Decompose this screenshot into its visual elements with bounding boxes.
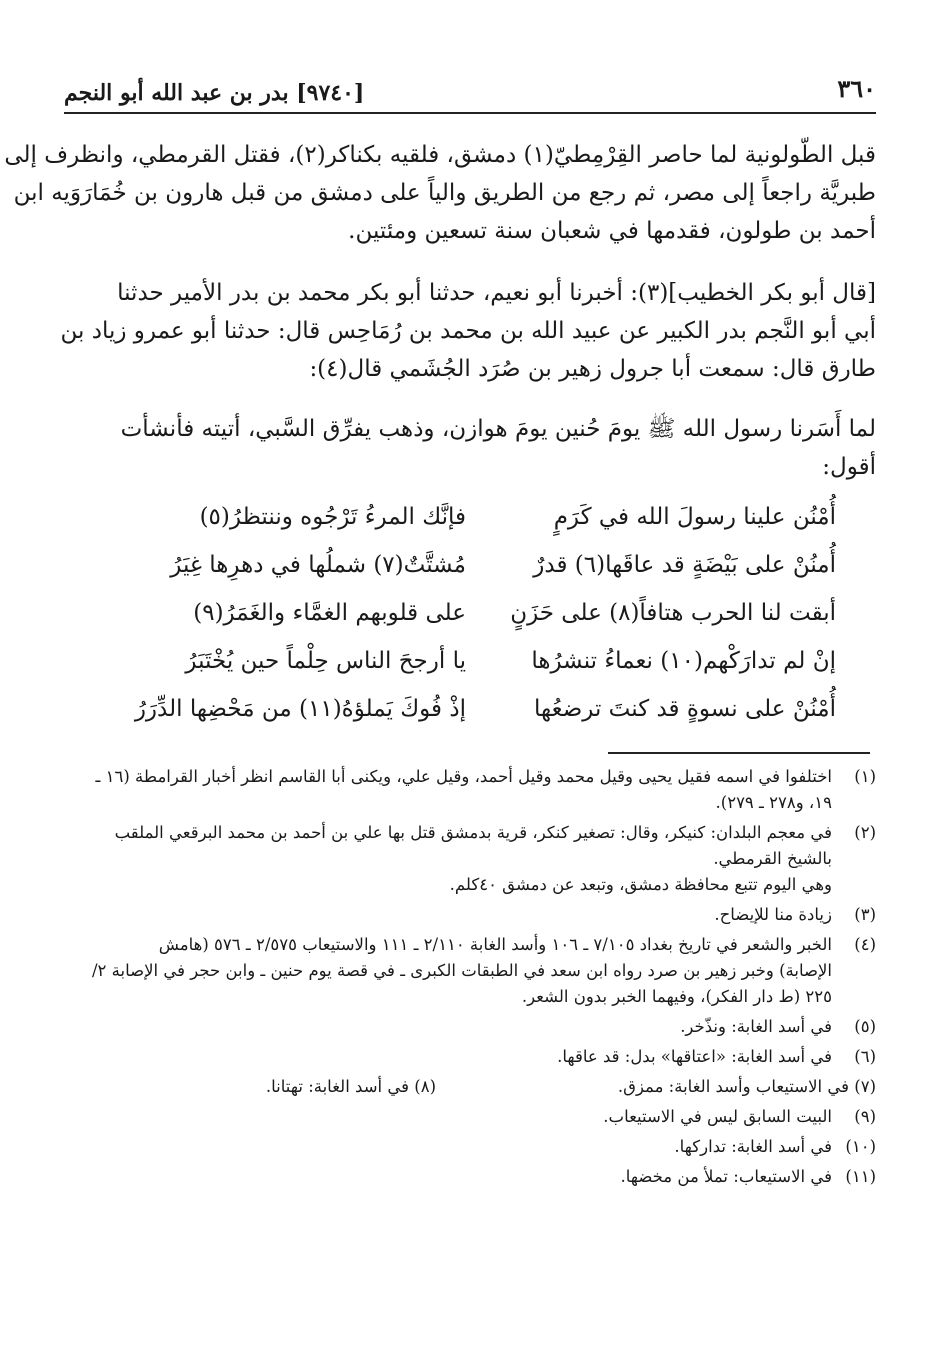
text-line: طبريَّة راجعاً إلى مصر، ثم رجع من الطريق والياً على دمشق من قبل هارون بن خُمَارَوَيه ابن — [13, 180, 876, 206]
text-line: [قال أبو بكر الخطيب](٣): أخبرنا أبو نعيم، حدثنا أبو بكر محمد بن بدر الأمير حدثنا — [117, 280, 876, 306]
footnote-number: (١٠) — [845, 1137, 876, 1156]
footnote-line: وهي اليوم تتبع محافظة دمشق، وتبعد عن دمشق ٤٠كلم. — [449, 875, 832, 894]
footnote-text: في أسد الغابة: تهتانا. — [265, 1077, 409, 1096]
text-line: لما أَسَرنا رسول الله ﷺ يومَ حُنين يومَ هوازن، وذهب يفرِّق السَّبي، أتيته فأنشأت — [120, 416, 876, 442]
footnote — [64, 1164, 876, 1190]
footnote-text: البيت السابق ليس في الاستيعاب. — [603, 1107, 832, 1126]
verse-first-hemistich: أُمْنُن علينا رسولَ الله في كَرَمٍ — [553, 504, 836, 530]
verse-second-hemistich: على قلوبهم الغمَّاء والغَمَرُ(٩) — [193, 600, 466, 626]
footnote-text: في الاستيعاب: تملأ من مخضها. — [620, 1167, 832, 1186]
footnote-line: بالشيخ القرمطي. — [713, 849, 832, 868]
footnote-number: (١) — [854, 767, 876, 786]
verse-second-hemistich: مُشتَّتٌ(٧) شملُها في دهرِها غِيَرُ — [170, 552, 466, 578]
footnote-pair-row — [64, 1074, 876, 1104]
text-line: أحمد بن طولون، فقدمها في شعبان سنة تسعين ومئتين. — [348, 218, 876, 244]
footnote-pair-second — [266, 1074, 436, 1100]
footnote-number: (٧) — [854, 1077, 876, 1096]
footnote-number: (٥) — [854, 1017, 876, 1036]
footnote-text — [64, 932, 832, 1010]
footnote-line: الإصابة) وخبر زهير بن صرد رواه ابن سعد في الطبقات الكبرى ـ في قصة يوم حنين ـ وابن حجر في الإصابة ٢/ — [91, 961, 832, 980]
narration-paragraph — [64, 410, 876, 486]
footnote — [64, 1104, 876, 1130]
text-line: أبي أبو النَّجم بدر الكبير عن عبيد الله بن محمد بن رُمَاحِس قال: حدثنا أبو عمرو زياد بن — [60, 318, 876, 344]
footnote-text — [64, 1014, 832, 1040]
verse-second-hemistich: فإنَّك المرءُ تَرْجُوه وننتظرُ(٥) — [199, 504, 466, 530]
text-line: قبل الطّولونية لما حاصر القِرْمِطيّ(١) دمشق، فلقيه بكناكر(٢)، فقتل القرمطي، وانظرف إلى — [4, 142, 876, 168]
footnote — [64, 1014, 876, 1040]
footnote-line: في معجم البلدان: كنيكر، وقال: تصغير كنكر، قرية بدمشق قتل بها علي بن أحمد بن محمد البرقعي الملقب — [114, 823, 832, 842]
footnote-line: في أسد الغابة: ونذّخر. — [680, 1017, 832, 1036]
running-title: [٩٧٤٠] بدر بن عبد الله أبو النجم — [64, 80, 365, 106]
page-header — [64, 72, 876, 114]
poem-verse — [96, 642, 836, 690]
poem-verse — [96, 546, 836, 594]
footnote-text: في أسد الغابة: تداركها. — [674, 1137, 832, 1156]
poem-verse — [96, 690, 836, 738]
footnote-text — [64, 1044, 832, 1070]
page-number: ٣٦٠ — [837, 74, 876, 103]
verse-second-hemistich: يا أرجحَ الناس حِلْماً حين يُخْتَبَرُ — [185, 648, 466, 674]
footnote-line: في أسد الغابة: «اعتاقها» بدل: قد عاقها. — [557, 1047, 832, 1066]
footnote-text — [64, 764, 832, 816]
footnote — [64, 1134, 876, 1160]
footnote — [64, 1044, 876, 1070]
footnote-number: (٤) — [854, 935, 876, 954]
footnotes — [64, 764, 876, 1194]
footnote-line: زيادة منا للإيضاح. — [714, 905, 832, 924]
footnote — [64, 820, 876, 898]
poem-verse — [96, 594, 836, 642]
poem-verse — [96, 498, 836, 546]
text-line: أقول: — [822, 454, 876, 480]
poem — [96, 498, 836, 738]
verse-first-hemistich: إنْ لم تدارَكْهم(١٠) نعماءُ تنشرُها — [531, 648, 836, 674]
footnote — [64, 764, 876, 816]
footnote-line: ٢٢٥ (ط دار الفكر)، وفيهما الخبر بدون الشعر. — [521, 987, 832, 1006]
footnote-pair-first — [618, 1074, 876, 1100]
footnote-number: (١١) — [845, 1167, 876, 1186]
footnote — [64, 932, 876, 1010]
verse-first-hemistich: أُمنُنْ على بَيْضَةٍ قد عاقَها(٦) قدرٌ — [533, 552, 836, 578]
verse-second-hemistich: إذْ فُوكَ يَملؤهُ(١١) من مَحْضِها الدِّرَرُ — [134, 696, 466, 722]
intro-paragraph — [4, 136, 876, 250]
footnote-number: (٢) — [854, 823, 876, 842]
footnote-text — [64, 820, 832, 898]
verse-first-hemistich: أبقت لنا الحرب هتافاً(٨) على حَزَنٍ — [510, 600, 836, 626]
footnote-number: (٦) — [854, 1047, 876, 1066]
footnote-line: ١٩، و٢٧٨ ـ ٢٧٩). — [715, 793, 832, 812]
verse-first-hemistich: أُمْنُنْ على نسوةٍ قد كنتَ ترضعُها — [534, 696, 836, 722]
footnote — [64, 902, 876, 928]
footnote-number: (٩) — [854, 1107, 876, 1126]
text-line: طارق قال: سمعت أبا جرول زهير بن صُرَد الجُشَمي قال(٤): — [309, 356, 876, 382]
footnote-number: (٨) — [414, 1077, 436, 1096]
footnote-number: (٣) — [854, 905, 876, 924]
footnote-text: في الاستيعاب وأسد الغابة: ممزق. — [617, 1077, 849, 1096]
footnote-text — [64, 902, 832, 928]
footnote-line: الخبر والشعر في تاريخ بغداد ٧/١٠٥ ـ ١٠٦ وأسد الغابة ٢/١١٠ ـ ١١١ والاستيعاب ٢/٥٧٥ ـ ٥٧٦ (هامش — [158, 935, 832, 954]
footnote-line: اختلفوا في اسمه فقيل يحيى وقيل محمد وقيل أحمد، وقيل علي، ويكنى أبا القاسم انظر أخبار القرامطة (١٦ ـ — [95, 767, 832, 786]
footnote-separator — [608, 752, 870, 754]
isnad-paragraph — [60, 274, 876, 388]
